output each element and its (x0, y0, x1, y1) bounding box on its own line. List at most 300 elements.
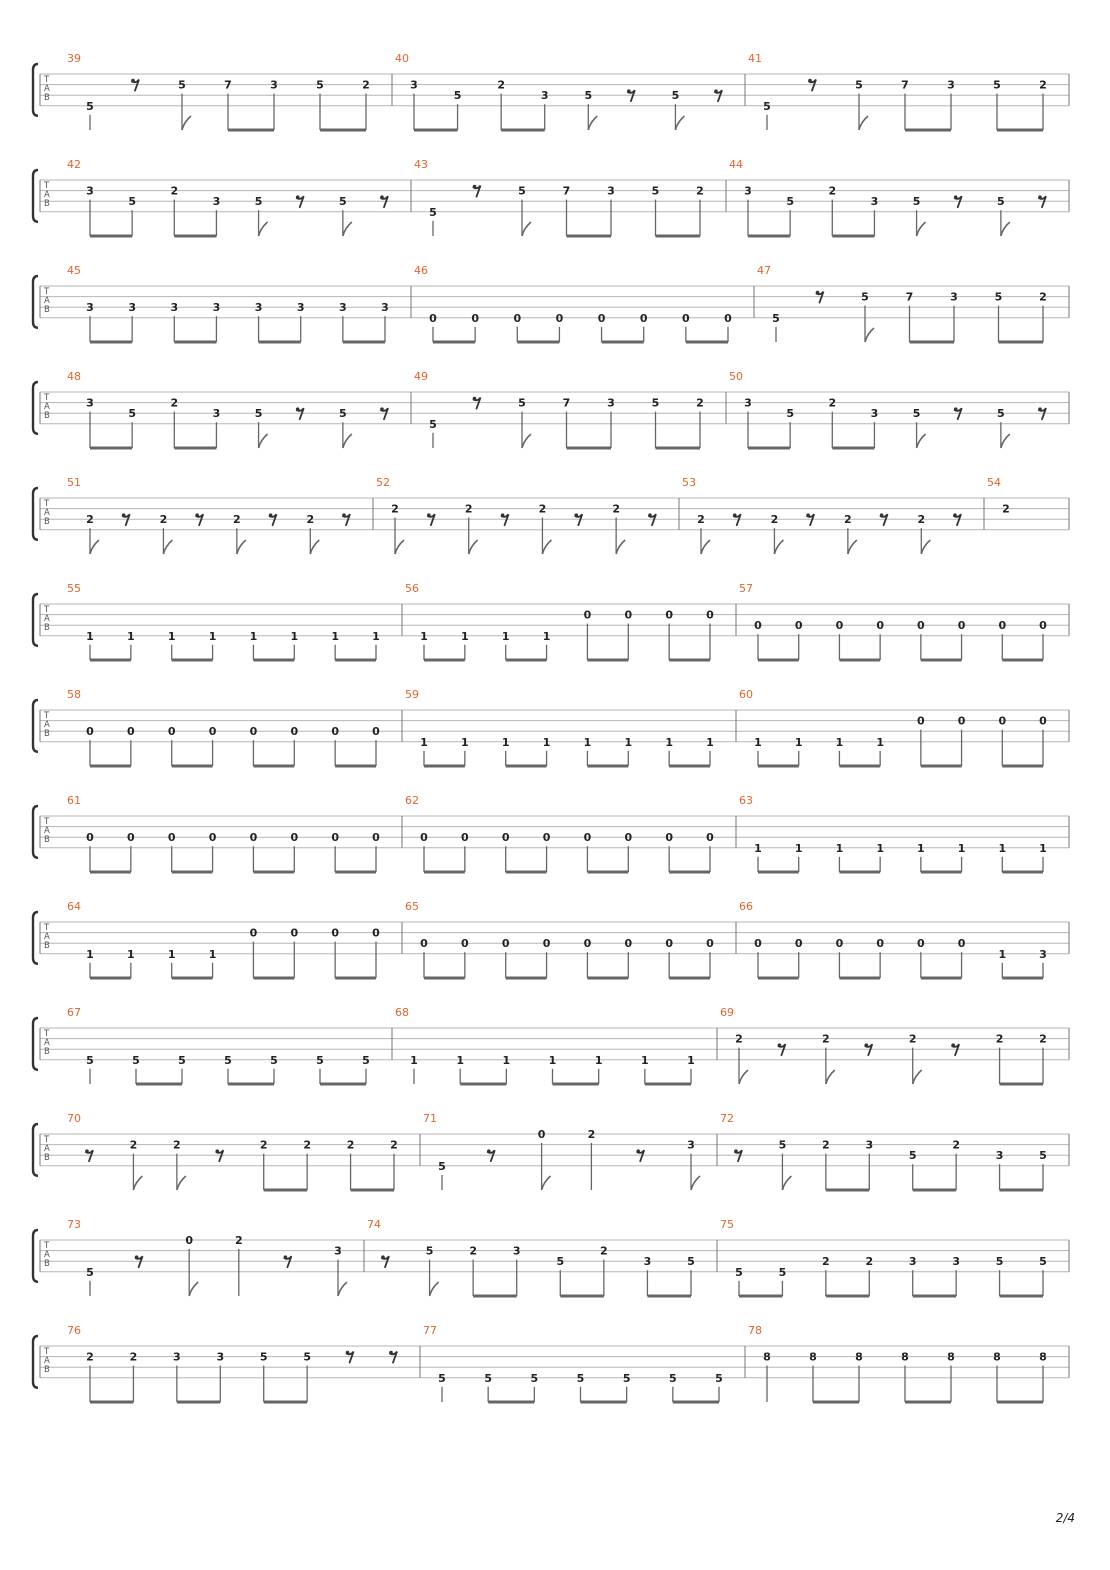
staff-system (33, 370, 1069, 448)
fret-number: 1 (461, 735, 469, 749)
eighth-rest-dot (215, 1149, 219, 1153)
fret-number: 5 (908, 1149, 917, 1163)
fret-number: 5 (687, 1255, 695, 1269)
eighth-rest-dot (733, 513, 737, 517)
tab-clef-letter: A (44, 1250, 50, 1260)
fret-number: 2 (259, 1138, 268, 1152)
fret-number: 0 (331, 831, 339, 845)
eighth-rest-dot (636, 1149, 640, 1153)
fret-number: 5 (316, 78, 324, 92)
fret-number: 0 (917, 937, 925, 951)
fret-number: 2 (1039, 290, 1047, 304)
staff-system (33, 900, 1069, 978)
eighth-flag (163, 540, 172, 554)
fret-number: 2 (828, 396, 837, 410)
fret-number: 2 (1002, 502, 1010, 516)
fret-number: 5 (786, 195, 794, 209)
tab-clef-letter: T (44, 181, 50, 191)
measure-number: 63 (739, 794, 753, 807)
tab-clef-letter: A (44, 190, 50, 200)
fret-number: 2 (600, 1244, 608, 1258)
fret-number: 5 (438, 1159, 446, 1173)
fret-number: 1 (754, 841, 762, 855)
measure-number: 62 (405, 794, 419, 807)
fret-number: 3 (128, 301, 136, 315)
fret-number: 5 (995, 1255, 1004, 1269)
fret-number: 1 (835, 735, 844, 749)
fret-number: 0 (706, 937, 714, 951)
measure-number: 66 (739, 900, 753, 913)
fret-number: 5 (651, 396, 660, 410)
staff-brace (33, 276, 38, 328)
eighth-rest-dot (380, 407, 384, 411)
tab-clef-letter: T (44, 287, 50, 297)
fret-number: 2 (822, 1138, 830, 1152)
fret-number: 0 (624, 937, 633, 951)
tab-clef-letter: B (44, 305, 50, 315)
eighth-rest-dot (627, 89, 631, 93)
eighth-rest-dot (954, 195, 958, 199)
eighth-flag (913, 1070, 922, 1084)
fret-number: 1 (501, 629, 510, 643)
fret-number: 5 (86, 1265, 94, 1279)
tab-clef-letter: T (44, 1347, 50, 1357)
fret-number: 0 (290, 831, 299, 845)
tab-clef-letter: A (44, 614, 50, 624)
fret-number: 5 (128, 407, 136, 421)
fret-number: 5 (1039, 1149, 1047, 1163)
fret-number: 0 (461, 831, 469, 845)
fret-number: 0 (290, 725, 299, 739)
eighth-rest-dot (880, 513, 884, 517)
fret-number: 2 (822, 1255, 830, 1269)
fret-number: 5 (518, 184, 526, 198)
eighth-rest-dot (135, 1255, 139, 1259)
fret-number: 2 (497, 78, 505, 92)
tab-clef-letter: B (44, 835, 50, 845)
staff-brace (33, 594, 38, 646)
fret-number: 1 (410, 1053, 418, 1067)
eighth-rest-dot (487, 1149, 491, 1153)
measure-number: 77 (423, 1324, 437, 1337)
fret-number: 0 (290, 926, 299, 940)
tab-clef-letter: B (44, 1153, 50, 1163)
fret-number: 3 (339, 301, 347, 315)
fret-number: 3 (607, 396, 615, 410)
eighth-flag (865, 328, 874, 342)
measure-number: 54 (987, 476, 1001, 489)
staff-system (33, 1112, 1069, 1190)
fret-number: 3 (744, 184, 752, 198)
eighth-rest-dot (284, 1255, 288, 1259)
fret-number: 1 (706, 735, 714, 749)
fret-number: 1 (624, 735, 633, 749)
eighth-rest-dot (806, 513, 810, 517)
fret-number: 2 (822, 1032, 830, 1046)
fret-number: 2 (538, 502, 547, 516)
tab-clef-letter: T (44, 1029, 50, 1039)
tab-clef-letter: B (44, 941, 50, 951)
fret-number: 5 (772, 311, 780, 325)
fret-number: 0 (127, 725, 135, 739)
fret-number: 5 (303, 1350, 311, 1364)
fret-number: 0 (513, 311, 522, 325)
tab-clef-letter: T (44, 605, 50, 615)
eighth-flag (182, 116, 191, 130)
fret-number: 0 (835, 937, 844, 951)
fret-number: 1 (86, 947, 94, 961)
fret-number: 5 (518, 396, 526, 410)
eighth-flag (917, 222, 926, 236)
fret-number: 8 (763, 1350, 771, 1364)
fret-number: 0 (86, 725, 94, 739)
tab-clef-letter: A (44, 296, 50, 306)
eighth-flag (259, 222, 268, 236)
fret-number: 0 (555, 311, 564, 325)
measure-number: 74 (367, 1218, 381, 1231)
eighth-flag (1001, 222, 1010, 236)
fret-number: 5 (1039, 1255, 1047, 1269)
fret-number: 1 (957, 841, 966, 855)
eighth-rest-dot (1038, 407, 1042, 411)
fret-number: 1 (167, 629, 176, 643)
fret-number: 0 (185, 1234, 194, 1247)
eighth-rest-dot (816, 291, 820, 295)
fret-number: 0 (501, 831, 510, 845)
measure-number: 50 (729, 370, 743, 383)
fret-number: 2 (696, 184, 704, 198)
tab-clef-letter: B (44, 1259, 50, 1269)
eighth-flag (338, 1282, 347, 1296)
fret-number: 1 (208, 947, 217, 961)
fret-number: 2 (86, 513, 94, 527)
fret-number: 0 (583, 937, 592, 951)
eighth-rest-dot (574, 513, 578, 517)
fret-number: 2 (587, 1128, 596, 1141)
fret-number: 0 (917, 619, 925, 633)
fret-number: 5 (576, 1371, 585, 1385)
tab-clef-letter: T (44, 1135, 50, 1145)
fret-number: 5 (994, 290, 1003, 304)
tab-clef-letter: A (44, 1038, 50, 1048)
measure-number: 70 (67, 1112, 81, 1125)
eighth-rest-dot (389, 1351, 393, 1355)
tab-clef-letter: A (44, 826, 50, 836)
fret-number: 0 (1039, 714, 1047, 728)
eighth-flag (90, 540, 99, 554)
eighth-rest-dot (346, 1351, 350, 1355)
fret-number: 5 (339, 195, 347, 209)
fret-number: 7 (562, 184, 571, 198)
fret-number: 0 (249, 725, 258, 739)
tab-clef-letter: B (44, 1047, 50, 1057)
staff-system (33, 1324, 1069, 1402)
eighth-flag (430, 1282, 439, 1296)
fret-number: 3 (870, 195, 879, 209)
eighth-flag (917, 434, 926, 448)
fret-number: 3 (334, 1244, 342, 1258)
fret-number: 1 (594, 1053, 603, 1067)
fret-number: 0 (876, 619, 884, 633)
tab-clef-letter: A (44, 508, 50, 518)
fret-number: 0 (682, 311, 690, 325)
eighth-rest-dot (85, 1149, 89, 1153)
fret-number: 0 (372, 725, 380, 739)
fret-number: 1 (1039, 841, 1047, 855)
tab-clef-letter: B (44, 623, 50, 633)
eighth-flag (826, 1070, 835, 1084)
fret-number: 2 (865, 1255, 874, 1269)
fret-number: 1 (794, 841, 803, 855)
tab-clef-letter: B (44, 729, 50, 739)
measure-number: 69 (720, 1006, 734, 1019)
fret-number: 0 (331, 725, 339, 739)
fret-number: 1 (754, 735, 762, 749)
fret-number: 5 (651, 184, 660, 198)
fret-number: 0 (420, 831, 428, 845)
fret-number: 1 (794, 735, 803, 749)
fret-number: 0 (249, 831, 258, 845)
eighth-rest-dot (296, 407, 300, 411)
eighth-flag (782, 1176, 791, 1190)
fret-number: 2 (735, 1032, 743, 1046)
fret-number: 3 (170, 301, 179, 315)
tab-clef-letter: B (44, 199, 50, 209)
fret-number: 5 (778, 1265, 787, 1279)
eighth-rest-dot (269, 513, 273, 517)
fret-number: 5 (438, 1371, 446, 1385)
staff-system (33, 158, 1069, 236)
eighth-rest-dot (381, 1255, 385, 1259)
fret-number: 8 (1039, 1350, 1047, 1364)
eighth-flag (739, 1070, 748, 1084)
fret-number: 0 (754, 937, 762, 951)
fret-number: 3 (947, 78, 955, 92)
fret-number: 0 (208, 831, 217, 845)
measure-number: 48 (67, 370, 81, 383)
eighth-rest-dot (473, 185, 477, 189)
eighth-rest-dot (953, 513, 957, 517)
eighth-flag (189, 1282, 198, 1296)
measure-number: 76 (67, 1324, 81, 1337)
tab-clef-letter: B (44, 517, 50, 527)
fret-number: 3 (870, 407, 879, 421)
fret-number: 1 (372, 629, 380, 643)
fret-number: 1 (501, 735, 510, 749)
fret-number: 0 (461, 937, 469, 951)
fret-number: 5 (453, 89, 462, 103)
fret-number: 3 (212, 301, 221, 315)
fret-number: 0 (835, 619, 844, 633)
fret-number: 0 (724, 311, 732, 325)
fret-number: 0 (501, 937, 510, 951)
fret-number: 5 (254, 195, 263, 209)
measure-number: 43 (414, 158, 428, 171)
fret-number: 2 (612, 502, 620, 516)
fret-number: 0 (537, 1128, 546, 1141)
measure-number: 52 (376, 476, 390, 489)
fret-number: 5 (855, 78, 863, 92)
fret-number: 3 (950, 290, 958, 304)
fret-number: 2 (170, 184, 179, 198)
fret-number: 1 (331, 629, 339, 643)
tab-clef-letter: T (44, 923, 50, 933)
fret-number: 5 (362, 1053, 370, 1067)
fret-number: 2 (952, 1138, 960, 1152)
staff-system (33, 476, 1069, 554)
fret-number: 2 (391, 502, 399, 516)
eighth-flag (522, 434, 531, 448)
fret-number: 5 (735, 1265, 743, 1279)
fret-number: 2 (129, 1350, 138, 1364)
staff-brace (33, 806, 38, 858)
staff-brace (33, 64, 38, 116)
eighth-flag (675, 116, 684, 130)
measure-number: 53 (682, 476, 696, 489)
measure-number: 41 (748, 52, 762, 65)
eighth-rest-dot (864, 1043, 868, 1047)
fret-number: 5 (786, 407, 794, 421)
fret-number: 2 (159, 513, 168, 527)
fret-number: 0 (249, 926, 258, 940)
fret-number: 0 (639, 311, 648, 325)
staff-system (33, 1006, 1069, 1084)
fret-number: 0 (597, 311, 606, 325)
fret-number: 1 (687, 1053, 695, 1067)
eighth-flag (701, 540, 710, 554)
eighth-flag (343, 434, 352, 448)
fret-number: 8 (901, 1350, 909, 1364)
eighth-flag (691, 1176, 700, 1190)
fret-number: 5 (530, 1371, 539, 1385)
measure-number: 55 (67, 582, 81, 595)
tab-clef-letter: T (44, 1241, 50, 1251)
fret-number: 1 (998, 947, 1007, 961)
fret-number: 0 (583, 608, 592, 622)
eighth-flag (469, 540, 478, 554)
fret-number: 5 (425, 1244, 434, 1258)
fret-number: 1 (456, 1053, 464, 1067)
eighth-flag (522, 222, 531, 236)
eighth-rest-dot (195, 513, 199, 517)
measure-number: 75 (720, 1218, 734, 1231)
eighth-flag (616, 540, 625, 554)
fret-number: 3 (687, 1138, 695, 1152)
staff-brace (33, 1124, 38, 1176)
fret-number: 3 (744, 396, 752, 410)
fret-number: 3 (254, 301, 263, 315)
fret-number: 2 (234, 1234, 243, 1247)
fret-number: 2 (464, 502, 473, 516)
fret-number: 0 (957, 714, 966, 728)
fret-number: 0 (167, 831, 176, 845)
eighth-rest-dot (951, 1043, 955, 1047)
eighth-rest-dot (714, 89, 718, 93)
eighth-flag (177, 1176, 186, 1190)
fret-number: 1 (876, 735, 884, 749)
measure-number: 49 (414, 370, 428, 383)
fret-number: 8 (855, 1350, 863, 1364)
fret-number: 5 (86, 99, 94, 113)
fret-number: 3 (512, 1244, 521, 1258)
staff-system (33, 582, 1069, 660)
fret-number: 2 (173, 1138, 181, 1152)
fret-number: 2 (995, 1032, 1004, 1046)
tab-clef-letter: T (44, 393, 50, 403)
eighth-rest-dot (954, 407, 958, 411)
eighth-flag (1001, 434, 1010, 448)
fret-number: 1 (208, 629, 217, 643)
fret-number: 1 (542, 629, 551, 643)
fret-number: 3 (607, 184, 615, 198)
fret-number: 1 (420, 629, 428, 643)
fret-number: 2 (844, 513, 852, 527)
tab-clef-letter: T (44, 711, 50, 721)
fret-number: 1 (641, 1053, 649, 1067)
eighth-flag (542, 540, 551, 554)
fret-number: 0 (372, 926, 380, 940)
fret-number: 0 (420, 937, 428, 951)
fret-number: 5 (912, 195, 921, 209)
eighth-rest-dot (122, 513, 126, 517)
eighth-rest-dot (296, 195, 300, 199)
eighth-rest-dot (1038, 195, 1042, 199)
fret-number: 5 (669, 1371, 677, 1385)
eighth-flag (237, 540, 246, 554)
fret-number: 5 (429, 417, 437, 431)
fret-number: 0 (624, 608, 633, 622)
fret-number: 2 (306, 513, 315, 527)
tab-clef-letter: T (44, 499, 50, 509)
fret-number: 0 (624, 831, 633, 845)
fret-number: 0 (429, 311, 437, 325)
tab-clef-letter: A (44, 1356, 50, 1366)
measure-number: 59 (405, 688, 419, 701)
fret-number: 3 (216, 1350, 225, 1364)
eighth-flag (133, 1176, 142, 1190)
measure-number: 73 (67, 1218, 81, 1231)
fret-number: 3 (212, 407, 221, 421)
fret-number: 1 (998, 841, 1007, 855)
fret-number: 5 (912, 407, 921, 421)
fret-number: 1 (290, 629, 299, 643)
fret-number: 0 (583, 831, 592, 845)
fret-number: 0 (754, 619, 762, 633)
measure-number: 46 (414, 264, 428, 277)
fret-number: 2 (697, 513, 705, 527)
fret-number: 3 (270, 78, 278, 92)
tab-clef-letter: A (44, 932, 50, 942)
eighth-rest-dot (501, 513, 505, 517)
fret-number: 2 (170, 396, 179, 410)
fret-number: 2 (303, 1138, 311, 1152)
fret-number: 5 (270, 1053, 278, 1067)
fret-number: 5 (178, 1053, 186, 1067)
fret-number: 1 (127, 629, 135, 643)
fret-number: 0 (86, 831, 94, 845)
measure-number: 44 (729, 158, 743, 171)
fret-number: 1 (835, 841, 844, 855)
fret-number: 0 (127, 831, 135, 845)
measure-number: 47 (757, 264, 771, 277)
fret-number: 8 (947, 1350, 955, 1364)
fret-number: 5 (316, 1053, 324, 1067)
eighth-flag (848, 540, 857, 554)
fret-number: 0 (542, 937, 551, 951)
fret-number: 5 (86, 1053, 94, 1067)
fret-number: 7 (905, 290, 914, 304)
measure-number: 72 (720, 1112, 734, 1125)
